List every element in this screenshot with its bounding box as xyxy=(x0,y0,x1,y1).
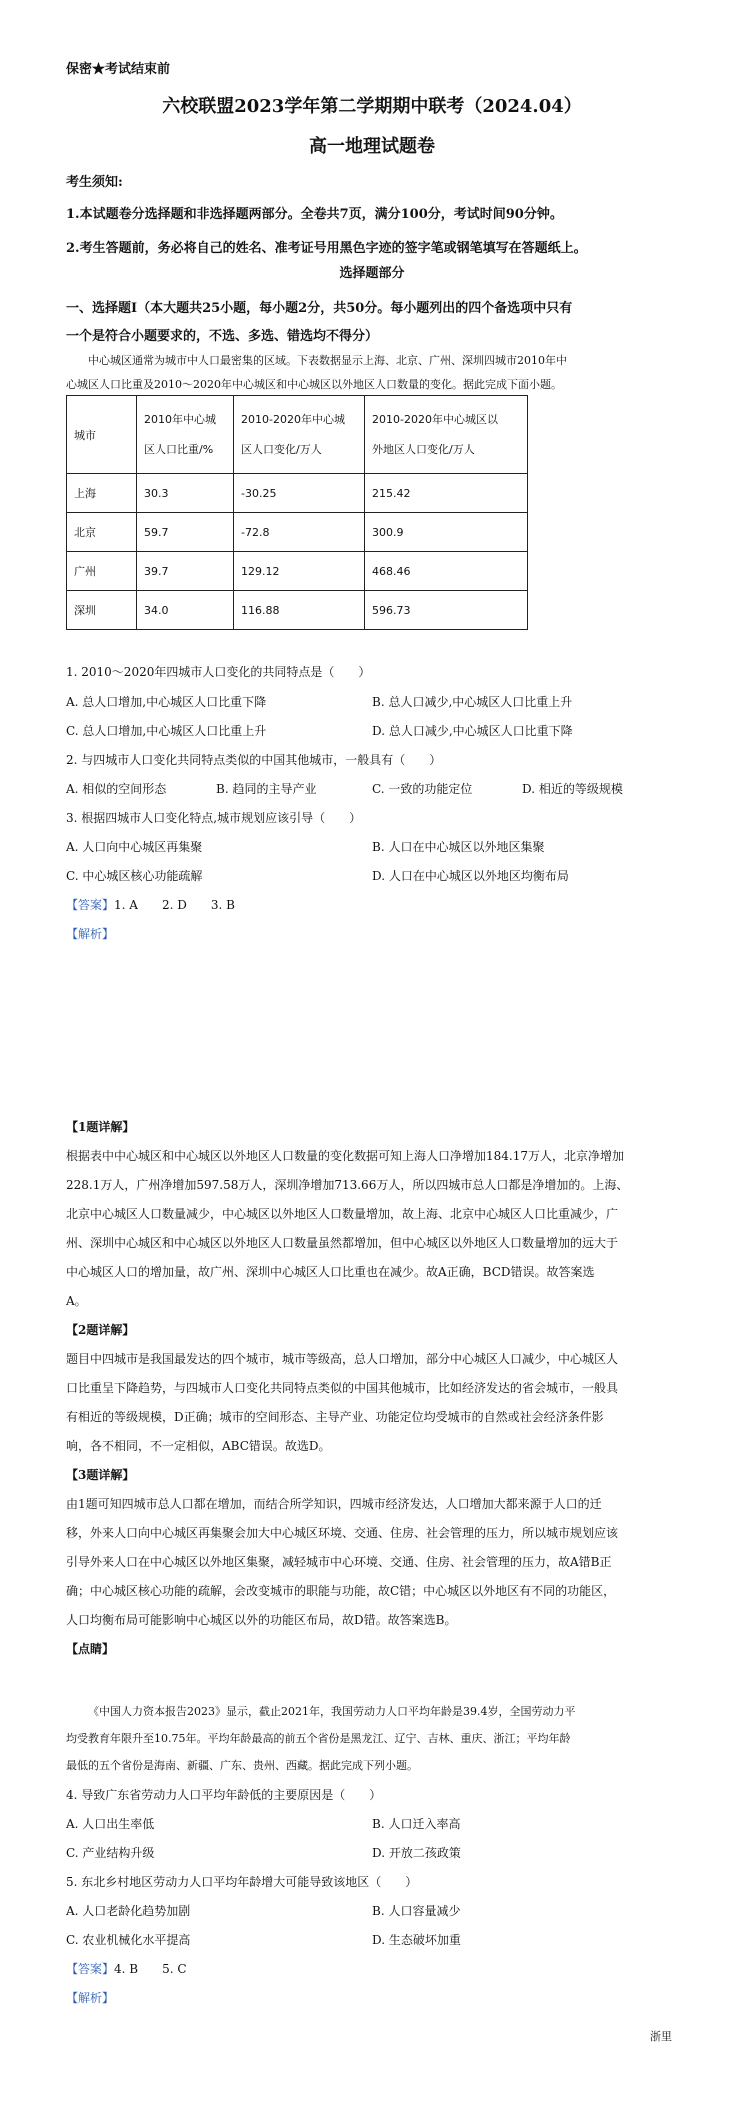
table-row xyxy=(67,474,528,513)
detail-2-line: 口比重呈下降趋势，与四城市人口变化共同特点类似的中国其他城市，比如经济发达的省会城市，一般具 xyxy=(66,1381,619,1395)
detail-3-line: 人口均衡布局可能影响中心城区以外的功能区布局，故D错。故答案选B。 xyxy=(66,1613,457,1627)
detail-3-line: 确；中心城区核心功能的疏解，会改变城市的职能与功能，故C错；中心城区以外地区有不同的功能区， xyxy=(66,1584,616,1598)
notice-heading: 考生须知: xyxy=(66,175,123,190)
detail-1-heading: 【1题详解】 xyxy=(66,1120,135,1134)
detail-1-line: 根据表中中心城区和中心城区以外地区人口数量的变化数据可知上海人口净增加184.17万人，北京净增加 xyxy=(66,1149,624,1163)
q2-stem: 2. 与四城市人口变化共同特点类似的中国其他城市，一般具有（ ） xyxy=(66,753,442,767)
q4-option-d: D. 开放二孩政策 xyxy=(372,1846,461,1860)
table-cell: -30.25 xyxy=(234,474,365,513)
answer-1 xyxy=(66,896,235,913)
detail-2-line: 响，各不相同，不一定相似，ABC错误。故选D。 xyxy=(66,1439,331,1453)
q3-option-b: B. 人口在中心城区以外地区集聚 xyxy=(372,840,545,854)
q5-option-a: A. 人口老龄化趋势加剧 xyxy=(66,1904,191,1918)
footer-mark: 浙里 xyxy=(650,2030,672,2043)
section-instruction-1: 一、选择题Ⅰ（本大题共25小题，每小题2分，共50分。每小题列出的四个备选项中只有 xyxy=(66,301,573,316)
notice-item-1: 1.本试题卷分选择题和非选择题两部分。全卷共7页，满分100分，考试时间90分钟。 xyxy=(66,207,563,222)
table-cell: 39.7 xyxy=(137,552,234,591)
q1-option-b: B. 总人口减少,中心城区人口比重上升 xyxy=(372,695,573,709)
detail-1-line: 州、深圳中心城区和中心城区以外地区人口数量虽然都增加，但中心城区以外地区人口数量增加的远大于 xyxy=(66,1236,619,1250)
section-instruction-2: 一个是符合小题要求的，不选、多选、错选均不得分） xyxy=(66,329,379,344)
q1-option-a: A. 总人口增加,中心城区人口比重下降 xyxy=(66,695,267,709)
table-row xyxy=(67,552,528,591)
q1-option-d: D. 总人口减少,中心城区人口比重下降 xyxy=(372,724,573,738)
table-row xyxy=(67,513,528,552)
detail-2-heading: 【2题详解】 xyxy=(66,1323,135,1337)
answer-2 xyxy=(66,1960,187,1977)
exam-subtitle: 高一地理试题卷 xyxy=(309,136,435,157)
q5-stem: 5. 东北乡村地区劳动力人口平均年龄增大可能导致该地区（ ） xyxy=(66,1875,418,1889)
answer-text: 1. A 2. D 3. B xyxy=(114,898,235,912)
section-title: 选择题部分 xyxy=(339,266,405,281)
q1-option-c: C. 总人口增加,中心城区人口比重上升 xyxy=(66,724,267,738)
q1-stem: 1. 2010～2020年四城市人口变化的共同特点是（ ） xyxy=(66,665,371,679)
table-cell: 468.46 xyxy=(365,552,528,591)
q4-option-c: C. 产业结构升级 xyxy=(66,1846,155,1860)
q5-option-b: B. 人口容量减少 xyxy=(372,1904,461,1918)
detail-3-line: 引导外来人口在中心城区以外地区集聚，减轻城市中心环境、交通、住房、社会管理的压力，故A错B正 xyxy=(66,1555,612,1569)
exam-title: 六校联盟2023学年第二学期期中联考（2024.04） xyxy=(162,96,582,117)
detail-3-line: 由1题可知四城市总人口都在增加，而结合所学知识，四城市经济发达，人口增加大都来源于人口的迁 xyxy=(66,1497,602,1511)
detail-3-line: 移，外来人口向中心城区再集聚会加大中心城区环境、交通、住房、社会管理的压力，所以城市规划应该 xyxy=(66,1526,619,1540)
detail-2-line: 有相近的等级规模，D正确；城市的空间形态、主导产业、功能定位均受城市的自然或社会经济条件影 xyxy=(66,1410,604,1424)
intro-2-line-2: 均受教育年限升至10.75年。平均年龄最高的前五个省份是黑龙江、辽宁、吉林、重庆、浙江；平均年龄 xyxy=(66,1732,571,1745)
table-cell: 北京 xyxy=(67,513,137,552)
table-cell: 300.9 xyxy=(365,513,528,552)
answer-text: 4. B 5. C xyxy=(114,1962,187,1976)
key-points-heading: 【点睛】 xyxy=(66,1642,115,1656)
table-cell: 116.88 xyxy=(234,591,365,630)
table-cell: 129.12 xyxy=(234,552,365,591)
table-cell: 34.0 xyxy=(137,591,234,630)
table-header-city: 城市 xyxy=(67,396,137,474)
q5-option-d: D. 生态破坏加重 xyxy=(372,1933,461,1947)
table-header-outer-change: 2010-2020年中心城区以 外地区人口变化/万人 xyxy=(365,396,528,474)
q4-option-a: A. 人口出生率低 xyxy=(66,1817,155,1831)
analysis-tag: 【解析】 xyxy=(66,927,115,941)
table-row xyxy=(67,591,528,630)
detail-2-line: 题目中四城市是我国最发达的四个城市，城市等级高，总人口增加，部分中心城区人口减少，中心城区人 xyxy=(66,1352,619,1366)
detail-3-heading: 【3题详解】 xyxy=(66,1468,135,1482)
table-cell: 59.7 xyxy=(137,513,234,552)
table-cell: 深圳 xyxy=(67,591,137,630)
detail-1-line: 中心城区人口的增加量，故广州、深圳中心城区人口比重也在减少。故A正确，BCD错误。故答案选 xyxy=(66,1265,595,1279)
intro-1-line-2: 心城区人口比重及2010～2020年中心城区和中心城区以外地区人口数量的变化。据此完成下面小题。 xyxy=(66,378,562,391)
q3-option-d: D. 人口在中心城区以外地区均衡布局 xyxy=(372,869,569,883)
q3-option-c: C. 中心城区核心功能疏解 xyxy=(66,869,203,883)
intro-2-line-1: 《中国人力资本报告2023》显示，截止2021年，我国劳动力人口平均年龄是39.4岁，全国劳动力平 xyxy=(88,1705,576,1718)
q2-option-a: A. 相似的空间形态 xyxy=(66,782,167,796)
table-cell: 596.73 xyxy=(365,591,528,630)
table-cell: -72.8 xyxy=(234,513,365,552)
detail-1-line: 北京中心城区人口数量减少，中心城区以外地区人口数量增加，故上海、北京中心城区人口比重减少，广 xyxy=(66,1207,619,1221)
table-header-row xyxy=(67,396,528,474)
q4-stem: 4. 导致广东省劳动力人口平均年龄低的主要原因是（ ） xyxy=(66,1788,382,1802)
answer-tag: 【答案】 xyxy=(66,1962,115,1976)
q2-option-c: C. 一致的功能定位 xyxy=(372,782,473,796)
table-cell: 广州 xyxy=(67,552,137,591)
answer-tag: 【答案】 xyxy=(66,898,115,912)
q2-option-b: B. 趋同的主导产业 xyxy=(216,782,317,796)
detail-1-line: A。 xyxy=(66,1294,87,1308)
q4-option-b: B. 人口迁入率高 xyxy=(372,1817,461,1831)
table-cell: 215.42 xyxy=(365,474,528,513)
table-cell: 30.3 xyxy=(137,474,234,513)
q3-stem: 3. 根据四城市人口变化特点,城市规划应该引导（ ） xyxy=(66,811,362,825)
notice-item-2: 2.考生答题前，务必将自己的姓名、准考证号用黑色字迹的签字笔或钢笔填写在答题纸上。 xyxy=(66,241,587,256)
analysis-tag: 【解析】 xyxy=(66,1991,115,2005)
table-header-center-change: 2010-2020年中心城 区人口变化/万人 xyxy=(234,396,365,474)
q2-option-d: D. 相近的等级规模 xyxy=(522,782,623,796)
detail-1-line: 228.1万人，广州净增加597.58万人，深圳净增加713.66万人，所以四城市总人口都是净增加的。上海、 xyxy=(66,1178,629,1192)
q3-option-a: A. 人口向中心城区再集聚 xyxy=(66,840,203,854)
confidential-label: 保密★考试结束前 xyxy=(66,62,171,77)
q5-option-c: C. 农业机械化水平提高 xyxy=(66,1933,191,1947)
population-table xyxy=(66,395,528,630)
intro-1-line-1: 中心城区通常为城市中人口最密集的区域。下表数据显示上海、北京、广州、深圳四城市2010年中 xyxy=(88,354,567,367)
table-header-2010-share: 2010年中心城 区人口比重/% xyxy=(137,396,234,474)
table-cell: 上海 xyxy=(67,474,137,513)
intro-2-line-3: 最低的五个省份是海南、新疆、广东、贵州、西藏。据此完成下列小题。 xyxy=(66,1759,418,1772)
